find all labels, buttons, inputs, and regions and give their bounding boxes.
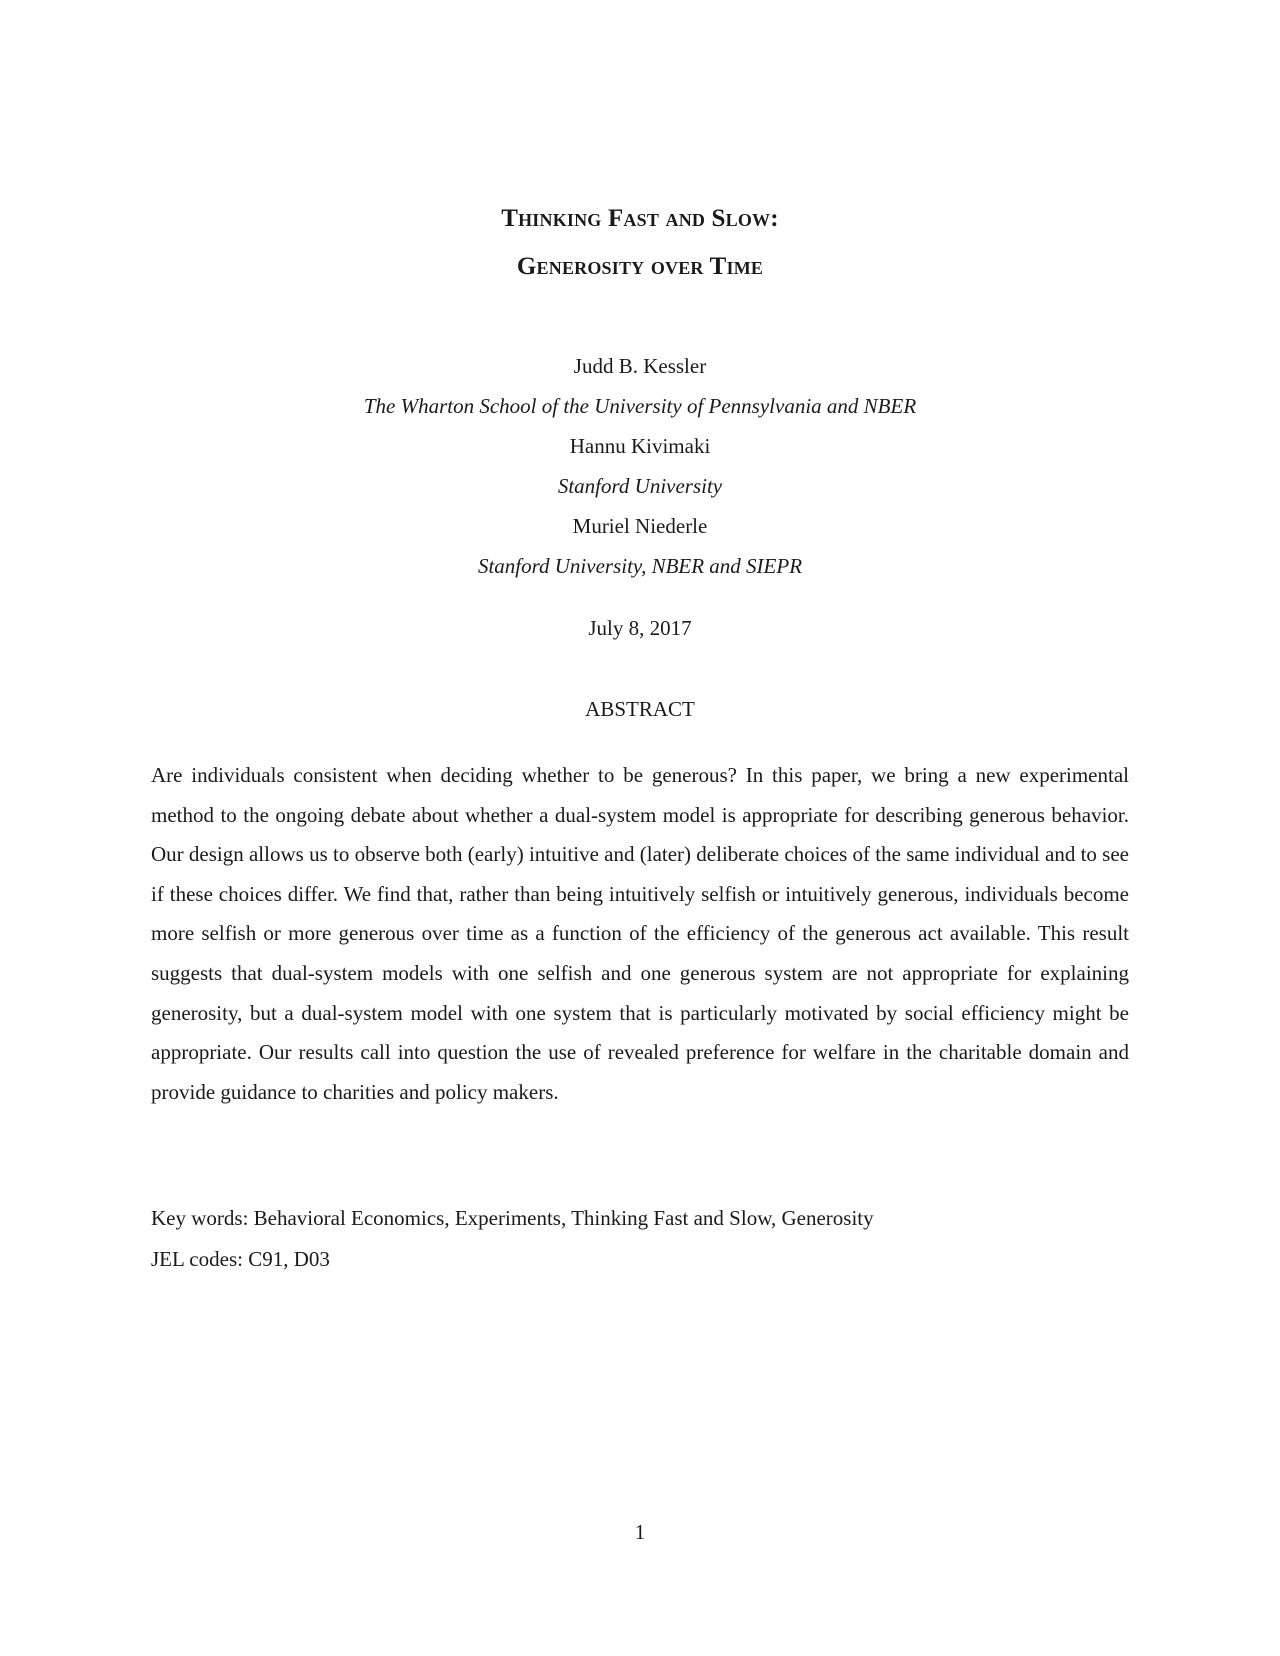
abstract-heading: ABSTRACT [585, 697, 695, 721]
author-name: Judd B. Kessler [573, 354, 707, 378]
author-affiliation: The Wharton School of the University of Pennsylvania and NBER [363, 394, 917, 418]
author-block [0, 346, 1280, 586]
author-affiliation: Stanford University, NBER and SIEPR [477, 554, 803, 578]
page-number: 1 [634, 1520, 646, 1544]
abstract-text: Are individuals consistent when deciding whether to be generous? In this paper, we bring a new experimental method to the ongoing debate about whether a dual-system model is appropriate for describing generous behavior. Our design allows us to observe both (early) intuitive and (later) deliberate choices of the same individual and to see if these choices differ. We find that, rather than being intuitively selfish or intuitively generous, individuals become more selfish or more generous over time as a function of the efficiency of the generous act available. This result suggests that dual-system models with one selfish and one generous system are not appropriate for explaining generosity, but a dual-system model with one system that is particularly motivated by social efficiency might be appropriate. Our results call into question the use of revealed preference for welfare in the charitable domain and provide guidance to charities and policy makers. [151, 763, 1129, 1104]
author-name: Hannu Kivimaki [569, 434, 711, 458]
keywords: Key words: Behavioral Economics, Experiments, Thinking Fast and Slow, Generosity [151, 1206, 874, 1230]
author-affiliation: Stanford University [557, 474, 723, 498]
jel-codes: JEL codes: C91, D03 [151, 1247, 330, 1271]
paper-title-line-1: Thinking Fast and Slow: [501, 205, 779, 232]
paper-date: July 8, 2017 [588, 616, 692, 640]
paper-title-line-2: Generosity over Time [516, 253, 764, 280]
author-name: Muriel Niederle [572, 514, 708, 538]
